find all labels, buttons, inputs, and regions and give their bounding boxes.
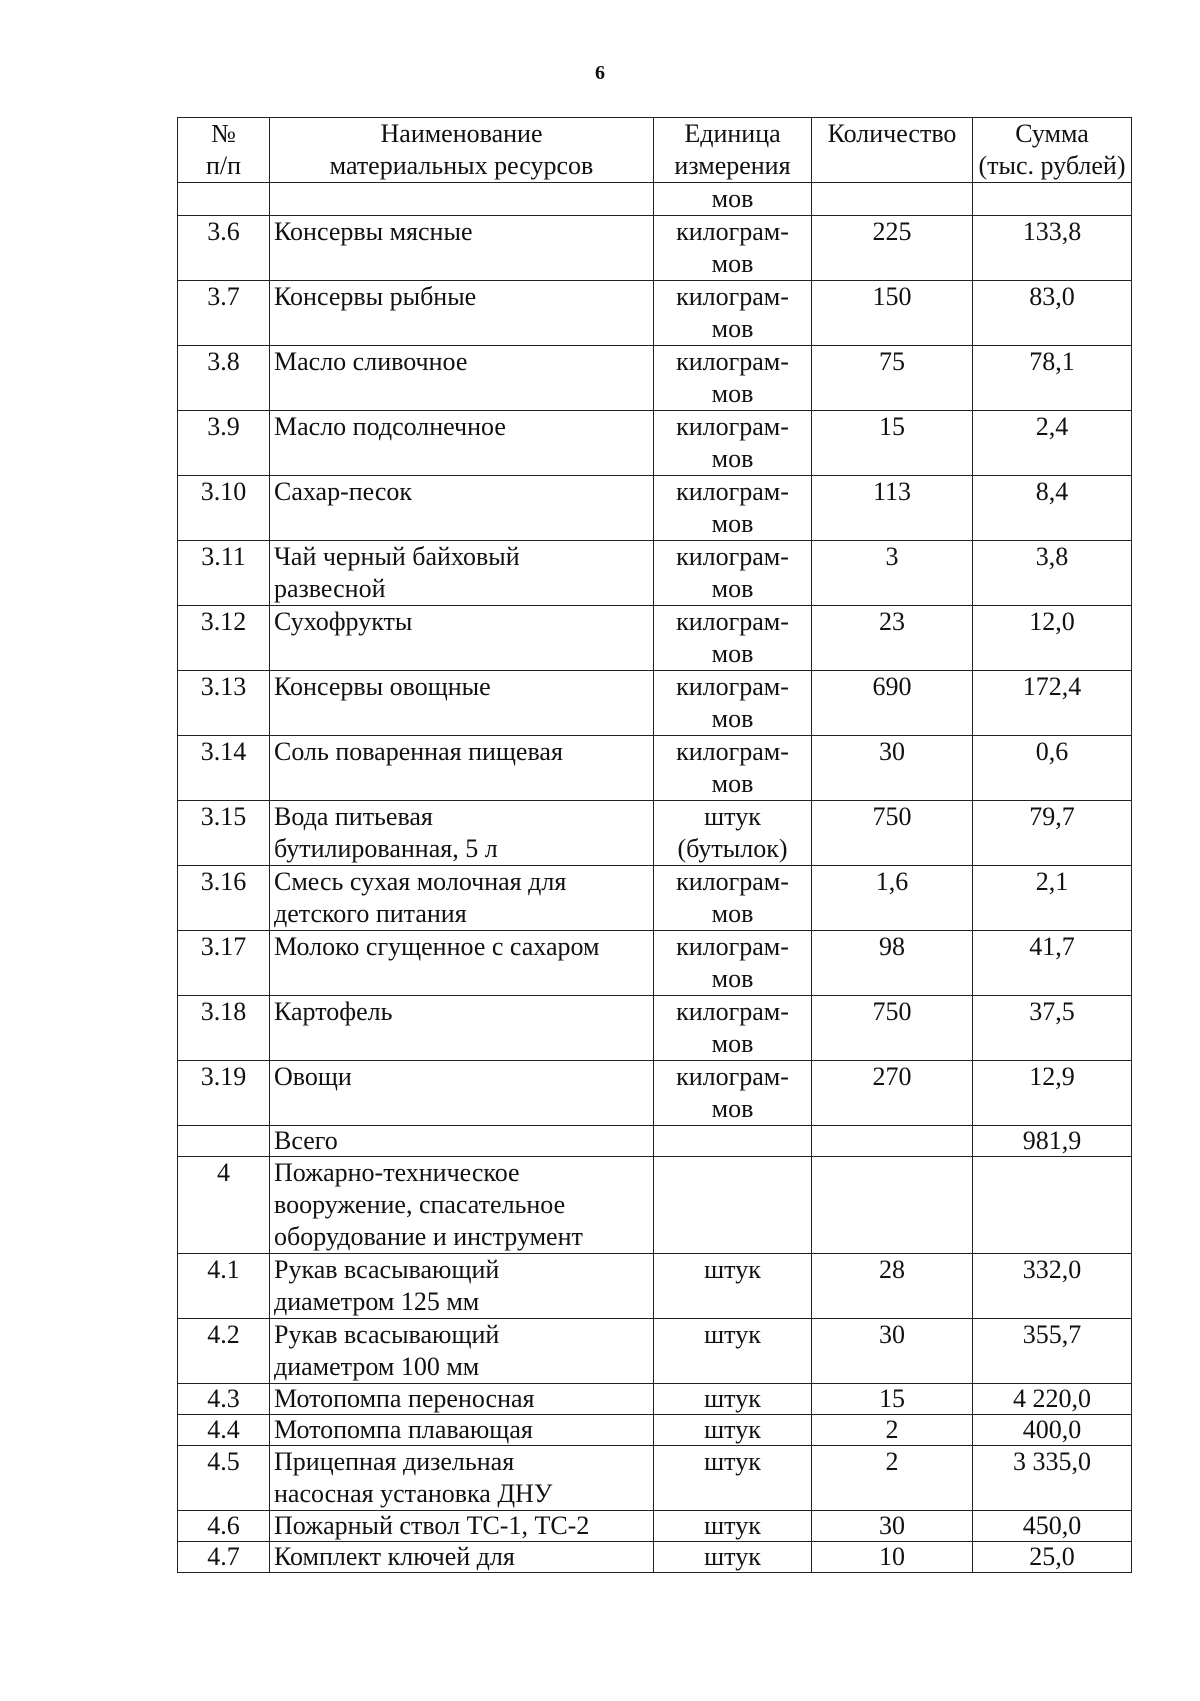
cell-quantity [812, 1126, 973, 1157]
cell-number: 3.14 [178, 736, 270, 801]
cell-name: Мотопомпа плавающая [270, 1415, 654, 1446]
cell-quantity: 3 [812, 541, 973, 606]
cell-name: Сахар-песок [270, 476, 654, 541]
cell-unit: штук [654, 1415, 812, 1446]
cell-name: Всего [270, 1126, 654, 1157]
cell-number: 4.2 [178, 1319, 270, 1384]
table-row [178, 1061, 1132, 1126]
cell-quantity: 225 [812, 216, 973, 281]
cell-name: Сухофрукты [270, 606, 654, 671]
table-row [178, 1319, 1132, 1384]
cell-number: 4.4 [178, 1415, 270, 1446]
cell-sum: 41,7 [973, 931, 1132, 996]
table-row [178, 1254, 1132, 1319]
cell-unit: килограм- мов [654, 606, 812, 671]
cell-number: 4.3 [178, 1384, 270, 1415]
cell-name: Картофель [270, 996, 654, 1061]
cell-quantity: 28 [812, 1254, 973, 1319]
cell-name: Пожарно-техническое вооружение, спасательное оборудование и инструмент [270, 1157, 654, 1254]
resources-table [177, 117, 1132, 1573]
cell-unit: штук [654, 1384, 812, 1415]
cell-quantity: 150 [812, 281, 973, 346]
cell-quantity: 2 [812, 1415, 973, 1446]
cell-name: Вода питьевая бутилированная, 5 л [270, 801, 654, 866]
cell-name: Рукав всасывающий диаметром 125 мм [270, 1254, 654, 1319]
cell-number: 4.1 [178, 1254, 270, 1319]
header-number: № п/п [178, 118, 270, 183]
cell-sum: 25,0 [973, 1542, 1132, 1573]
cell-unit: килограм- мов [654, 541, 812, 606]
cell-quantity: 270 [812, 1061, 973, 1126]
cell-sum: 3,8 [973, 541, 1132, 606]
cell-name: Комплект ключей для [270, 1542, 654, 1573]
cell-number: 4.6 [178, 1511, 270, 1542]
cell-sum: 332,0 [973, 1254, 1132, 1319]
cell-sum: 37,5 [973, 996, 1132, 1061]
table-row [178, 1384, 1132, 1415]
cell-sum: 981,9 [973, 1126, 1132, 1157]
table-row [178, 411, 1132, 476]
cell-unit: штук [654, 1319, 812, 1384]
cell-number: 3.16 [178, 866, 270, 931]
table-row [178, 1511, 1132, 1542]
table-row [178, 183, 1132, 216]
cell-quantity: 98 [812, 931, 973, 996]
cell-sum: 2,1 [973, 866, 1132, 931]
cell-unit: штук [654, 1254, 812, 1319]
header-sum: Сумма (тыс. рублей) [973, 118, 1132, 183]
cell-name: Мотопомпа переносная [270, 1384, 654, 1415]
cell-number: 3.19 [178, 1061, 270, 1126]
table-row [178, 346, 1132, 411]
header-unit: Единица измерения [654, 118, 812, 183]
cell-number: 3.15 [178, 801, 270, 866]
cell-quantity: 750 [812, 801, 973, 866]
cell-unit: килограм- мов [654, 346, 812, 411]
cell-unit: килограм- мов [654, 736, 812, 801]
table-row [178, 476, 1132, 541]
cell-sum [973, 1157, 1132, 1254]
cell-quantity: 30 [812, 736, 973, 801]
cell-unit: штук [654, 1511, 812, 1542]
cell-unit: килограм- мов [654, 281, 812, 346]
table-row [178, 671, 1132, 736]
table-row [178, 996, 1132, 1061]
table-row [178, 541, 1132, 606]
cell-name: Консервы мясные [270, 216, 654, 281]
page-number: 6 [595, 62, 605, 84]
cell-name: Рукав всасывающий диаметром 100 мм [270, 1319, 654, 1384]
cell-sum: 12,9 [973, 1061, 1132, 1126]
cell-unit [654, 1157, 812, 1254]
cell-number: 3.6 [178, 216, 270, 281]
cell-unit: мов [654, 183, 812, 216]
cell-name: Консервы рыбные [270, 281, 654, 346]
cell-sum: 79,7 [973, 801, 1132, 866]
cell-sum [973, 183, 1132, 216]
cell-name: Молоко сгущенное с сахаром [270, 931, 654, 996]
cell-quantity: 2 [812, 1446, 973, 1511]
table-row [178, 1126, 1132, 1157]
cell-quantity: 15 [812, 1384, 973, 1415]
cell-unit: килограм- мов [654, 476, 812, 541]
cell-sum: 2,4 [973, 411, 1132, 476]
cell-number: 3.7 [178, 281, 270, 346]
cell-sum: 133,8 [973, 216, 1132, 281]
cell-number: 3.18 [178, 996, 270, 1061]
table-row [178, 866, 1132, 931]
table-row [178, 931, 1132, 996]
cell-number: 3.17 [178, 931, 270, 996]
cell-sum: 3 335,0 [973, 1446, 1132, 1511]
cell-sum: 8,4 [973, 476, 1132, 541]
cell-quantity [812, 183, 973, 216]
cell-number: 4.7 [178, 1542, 270, 1573]
header-quantity: Количество [812, 118, 973, 183]
cell-unit: килограм- мов [654, 671, 812, 736]
cell-sum: 172,4 [973, 671, 1132, 736]
cell-unit [654, 1126, 812, 1157]
cell-name [270, 183, 654, 216]
cell-quantity: 23 [812, 606, 973, 671]
cell-name: Смесь сухая молочная для детского питания [270, 866, 654, 931]
cell-quantity [812, 1157, 973, 1254]
cell-sum: 12,0 [973, 606, 1132, 671]
cell-number: 4 [178, 1157, 270, 1254]
table-header [178, 118, 1132, 183]
cell-sum: 450,0 [973, 1511, 1132, 1542]
table-row [178, 216, 1132, 281]
cell-quantity: 30 [812, 1319, 973, 1384]
cell-name: Масло подсолнечное [270, 411, 654, 476]
cell-sum: 4 220,0 [973, 1384, 1132, 1415]
cell-unit: килограм- мов [654, 866, 812, 931]
table-row [178, 1446, 1132, 1511]
cell-unit: штук [654, 1446, 812, 1511]
cell-sum: 0,6 [973, 736, 1132, 801]
cell-sum: 400,0 [973, 1415, 1132, 1446]
cell-name: Прицепная дизельная насосная установка ДНУ [270, 1446, 654, 1511]
cell-number: 3.8 [178, 346, 270, 411]
cell-number: 3.11 [178, 541, 270, 606]
cell-name: Чай черный байховый развесной [270, 541, 654, 606]
header-name: Наименование материальных ресурсов [270, 118, 654, 183]
table-row [178, 1542, 1132, 1573]
cell-number: 3.13 [178, 671, 270, 736]
cell-name: Овощи [270, 1061, 654, 1126]
cell-sum: 78,1 [973, 346, 1132, 411]
cell-name: Пожарный ствол ТС-1, ТС-2 [270, 1511, 654, 1542]
cell-number: 4.5 [178, 1446, 270, 1511]
table-row [178, 1415, 1132, 1446]
cell-name: Консервы овощные [270, 671, 654, 736]
cell-quantity: 30 [812, 1511, 973, 1542]
cell-number: 3.12 [178, 606, 270, 671]
cell-unit: штук (бутылок) [654, 801, 812, 866]
cell-unit: килограм- мов [654, 931, 812, 996]
cell-unit: килограм- мов [654, 1061, 812, 1126]
cell-unit: штук [654, 1542, 812, 1573]
cell-name: Масло сливочное [270, 346, 654, 411]
table-row [178, 736, 1132, 801]
cell-quantity: 15 [812, 411, 973, 476]
cell-quantity: 10 [812, 1542, 973, 1573]
cell-number: 3.9 [178, 411, 270, 476]
cell-quantity: 75 [812, 346, 973, 411]
cell-name: Соль поваренная пищевая [270, 736, 654, 801]
cell-quantity: 113 [812, 476, 973, 541]
table-row [178, 801, 1132, 866]
cell-number [178, 183, 270, 216]
cell-unit: килограм- мов [654, 996, 812, 1061]
cell-sum: 83,0 [973, 281, 1132, 346]
cell-quantity: 1,6 [812, 866, 973, 931]
cell-quantity: 690 [812, 671, 973, 736]
cell-unit: килограм- мов [654, 411, 812, 476]
cell-unit: килограм- мов [654, 216, 812, 281]
cell-quantity: 750 [812, 996, 973, 1061]
cell-number [178, 1126, 270, 1157]
table-row [178, 606, 1132, 671]
table-row [178, 1157, 1132, 1254]
table-body [178, 183, 1132, 1573]
cell-number: 3.10 [178, 476, 270, 541]
table-row [178, 281, 1132, 346]
cell-sum: 355,7 [973, 1319, 1132, 1384]
